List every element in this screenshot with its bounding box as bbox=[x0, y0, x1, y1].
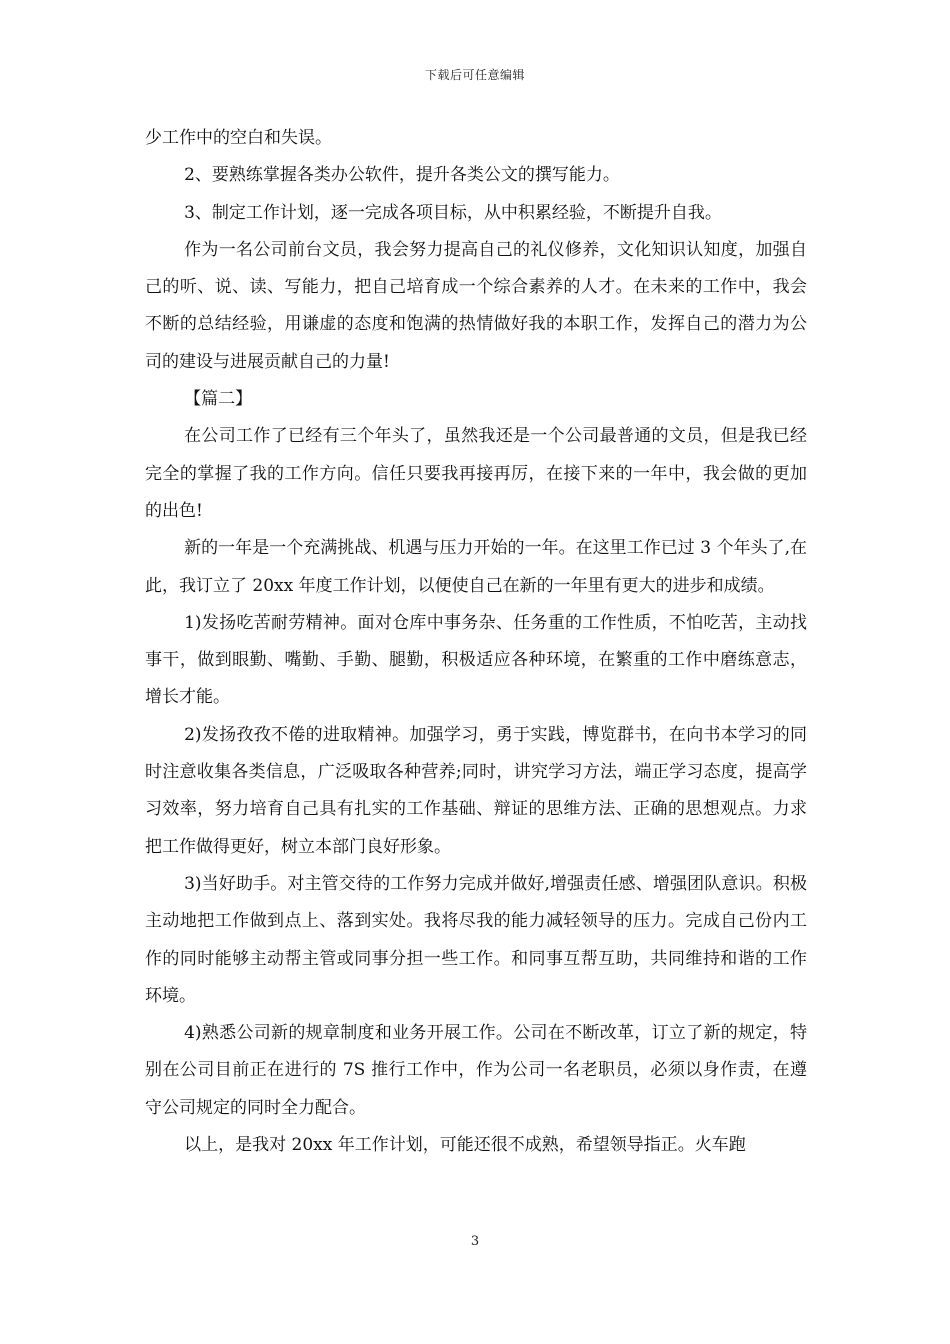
paragraph-8: 1)发扬吃苦耐劳精神。面对仓库中事务杂、任务重的工作性质，不怕吃苦，主动找事干，做到眼勤、嘴勤、手勤、腿勤，积极适应各种环境，在繁重的工作中磨练意志，增长才能。 bbox=[145, 612, 807, 708]
paragraph-9: 2)发扬孜孜不倦的进取精神。加强学习，勇于实践，博览群书，在向书本学习的同时注意收集各类信息，广泛吸取各种营养;同时，讲究学习方法，端正学习态度，提高学习效率，努力培育自己具有扎实的工作基础、辩证的思维方法、正确的思想观点。力求把工作做得更好，树立本部门良好形象。 bbox=[145, 724, 807, 857]
paragraph-6: 在公司工作了已经有三个年头了，虽然我还是一个公司最普通的文员，但是我已经完全的掌握了我的工作方向。信任只要我再接再厉，在接下来的一年中，我会做的更加的出色! bbox=[145, 426, 807, 521]
paragraph-3: 3、制定工作计划，逐一完成各项目标，从中积累经验，不断提升自我。 bbox=[184, 202, 722, 223]
paragraph-1: 少工作中的空白和失误。 bbox=[145, 128, 332, 148]
page-number: 3 bbox=[470, 1234, 480, 1249]
page-header: 下载后可任意编辑 bbox=[424, 68, 525, 82]
paragraph-7: 新的一年是一个充满挑战、机遇与压力开始的一年。在这里工作已过 3 个年头了,在此，我订立了 20xx 年度工作计划，以便使自己在新的一年里有更大的进步和成绩。 bbox=[145, 538, 807, 596]
paragraph-12: 以上，是我对 20xx 年工作计划，可能还很不成熟，希望领导指正。火车跑 bbox=[184, 1135, 746, 1156]
paragraph-11: 4)熟悉公司新的规章制度和业务开展工作。公司在不断改革，订立了新的规定，特别在公司目前正在进行的 7S 推行工作中，作为公司一名老职员，必须以身作责，在遵守公司规定的同时全力配合。 bbox=[145, 1023, 807, 1118]
paragraph-4: 作为一名公司前台文员，我会努力提高自己的礼仪修养，文化知识认知度，加强自己的听、说、读、写能力，把自己培育成一个综合素养的人才。在未来的工作中，我会不断的总结经验，用谦虚的态度和饱满的热情做好我的本职工作，发挥自己的潜力为公司的建设与进展贡献自己的力量! bbox=[145, 239, 807, 372]
paragraph-2: 2、要熟练掌握各类办公软件，提升各类公文的撰写能力。 bbox=[184, 165, 620, 186]
document-body bbox=[145, 120, 807, 1164]
paragraph-10: 3)当好助手。对主管交待的工作努力完成并做好,增强责任感、增强团队意识。积极主动地把工作做到点上、落到实处。我将尽我的能力减轻领导的压力。完成自己份内工作的同时能够主动帮主管或同事分担一些工作。和同事互帮互助，共同维持和谐的工作环境。 bbox=[145, 873, 807, 1006]
section-heading: 【篇二】 bbox=[184, 389, 253, 410]
